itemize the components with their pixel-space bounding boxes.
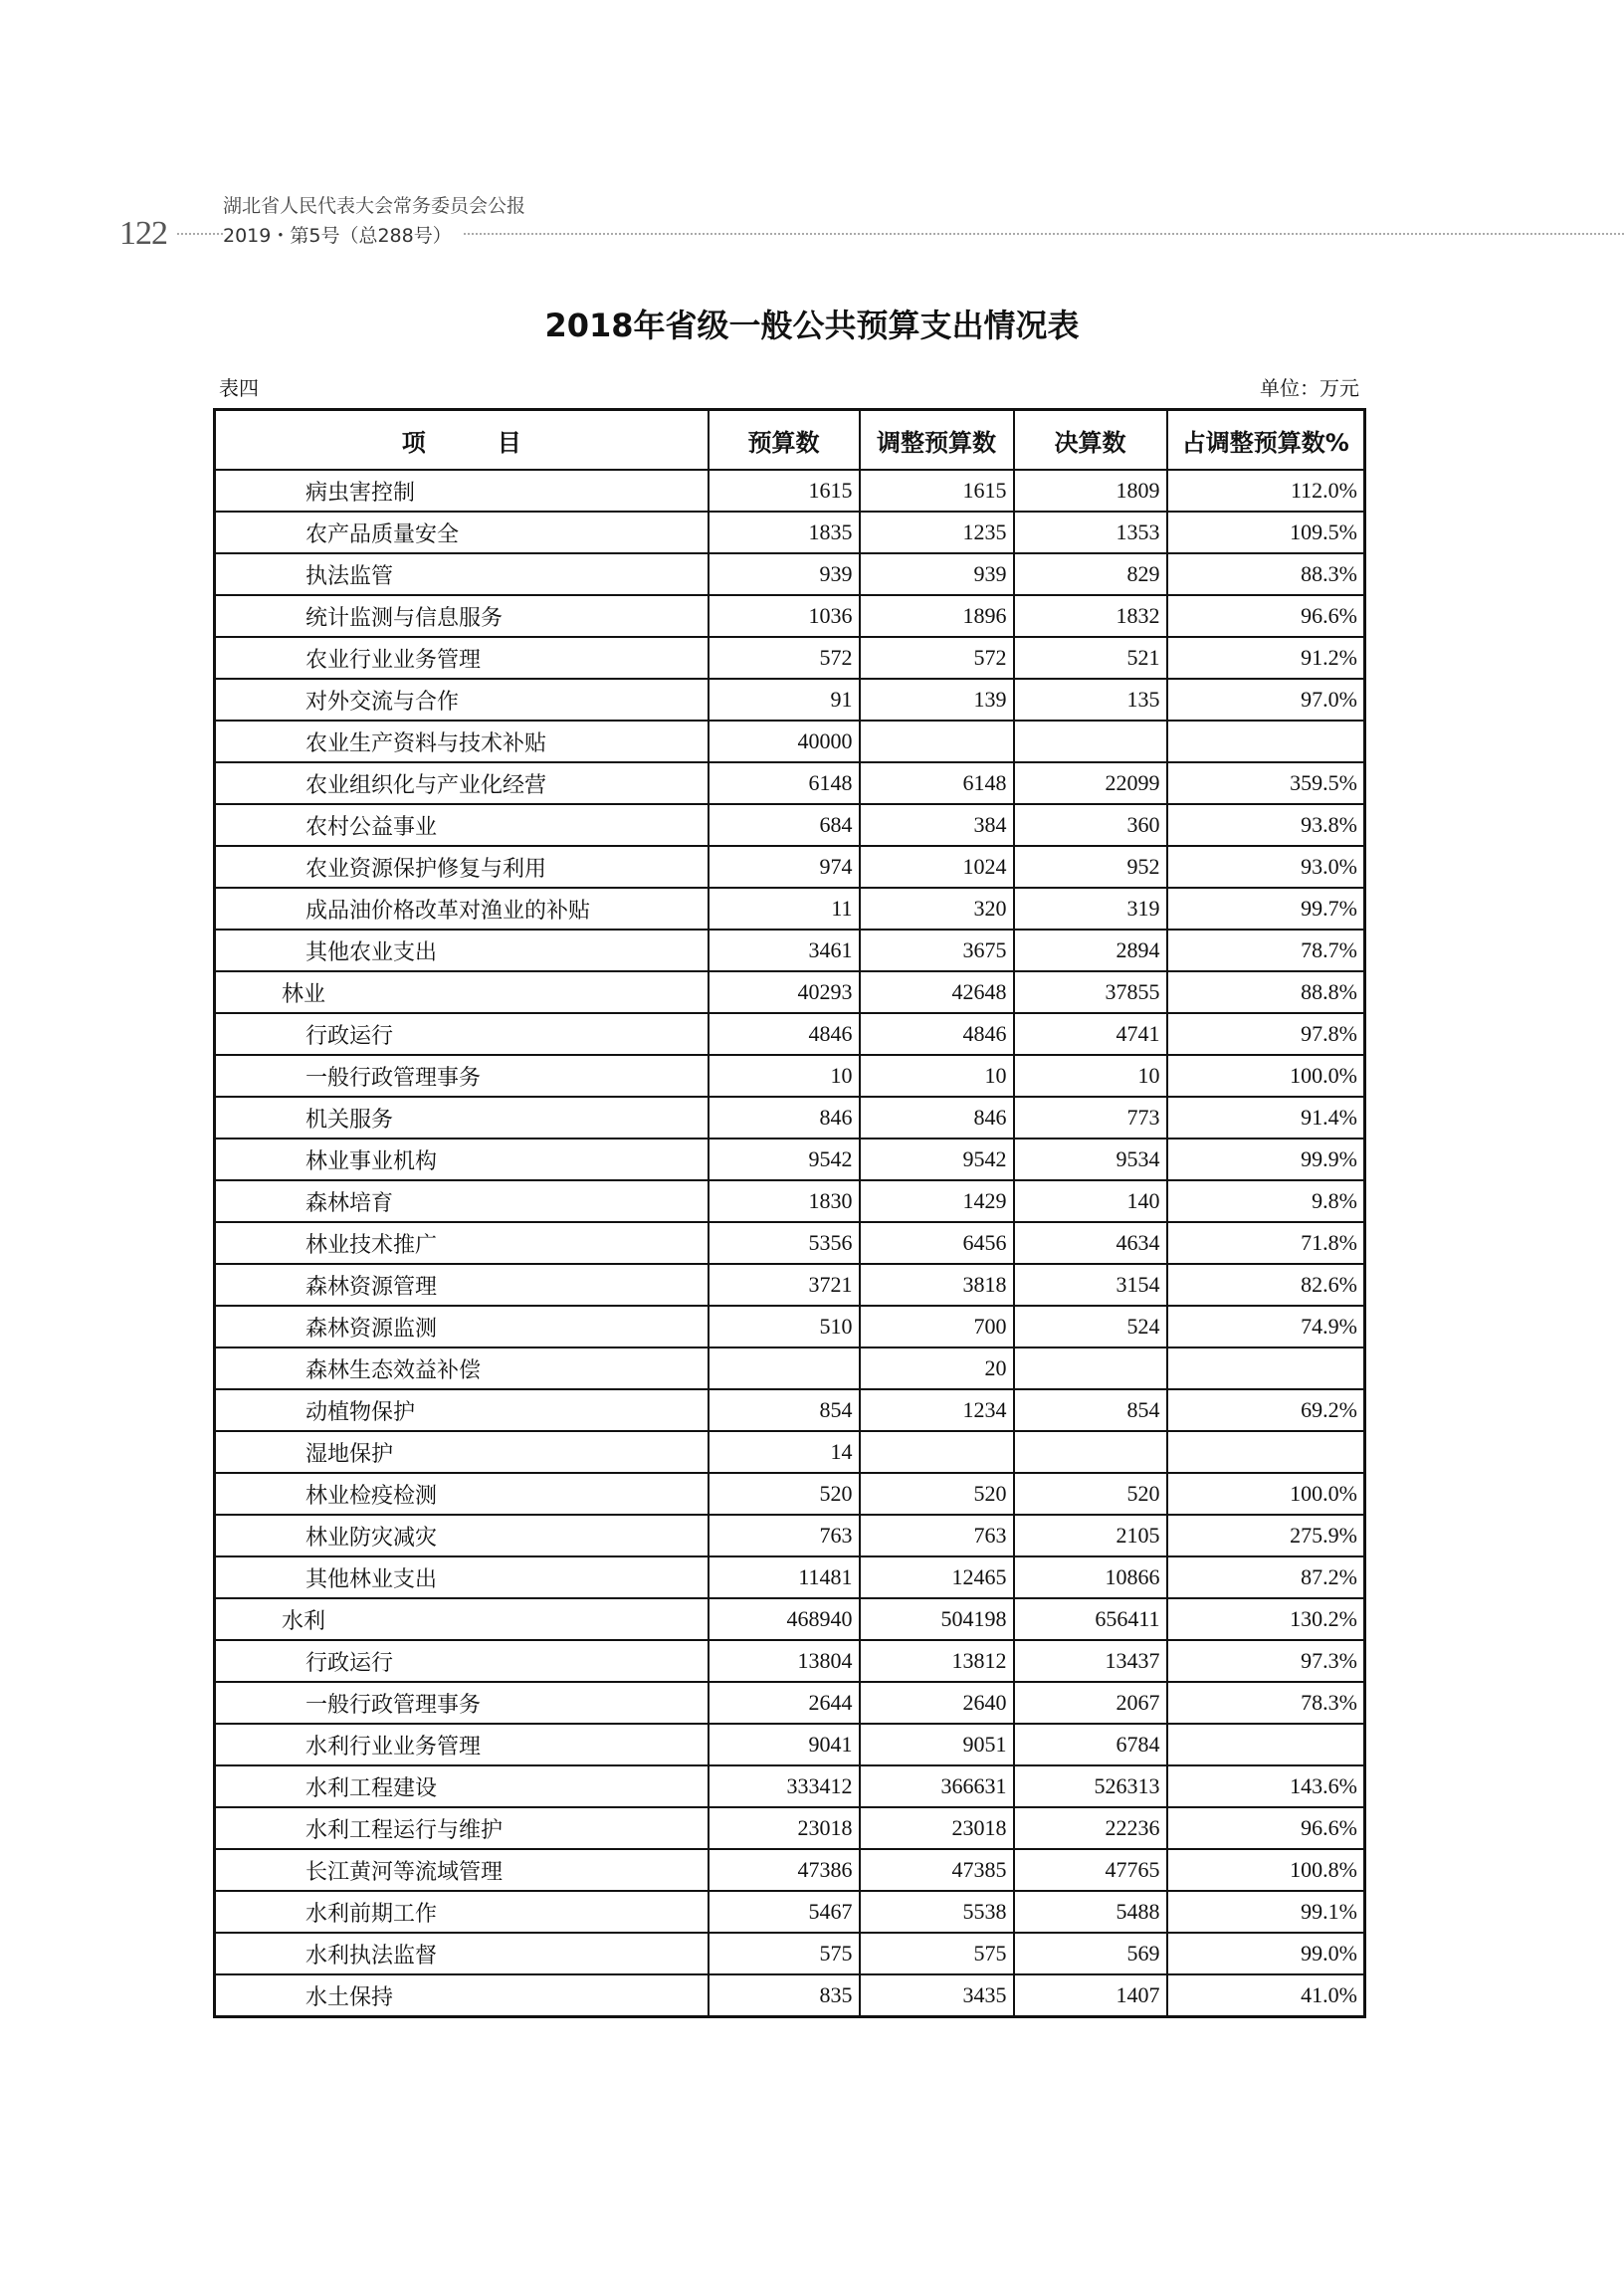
adjusted-cell: 1235 bbox=[860, 512, 1014, 553]
adjusted-cell: 1896 bbox=[860, 595, 1014, 637]
page-title: 2018年省级一般公共预算支出情况表 bbox=[544, 307, 1080, 344]
final-cell: 9534 bbox=[1014, 1139, 1167, 1180]
adjusted-cell: 1024 bbox=[860, 846, 1014, 888]
adjusted-cell: 13812 bbox=[860, 1640, 1014, 1682]
percent-cell: 100.0% bbox=[1167, 1055, 1365, 1097]
table-row bbox=[215, 846, 1365, 888]
percent-cell: 97.0% bbox=[1167, 679, 1365, 721]
percent-cell: 99.7% bbox=[1167, 888, 1365, 930]
item-cell: 机关服务 bbox=[215, 1097, 709, 1139]
percent-cell: 143.6% bbox=[1167, 1765, 1365, 1807]
final-cell: 22099 bbox=[1014, 762, 1167, 804]
table-row bbox=[215, 1807, 1365, 1849]
item-cell: 其他农业支出 bbox=[215, 930, 709, 971]
table-row bbox=[215, 1515, 1365, 1556]
table-row bbox=[215, 1640, 1365, 1682]
adjusted-cell: 939 bbox=[860, 553, 1014, 595]
percent-cell: 9.8% bbox=[1167, 1180, 1365, 1222]
final-cell: 13437 bbox=[1014, 1640, 1167, 1682]
column-header-percent: 占调整预算数% bbox=[1167, 410, 1365, 471]
table-row bbox=[215, 888, 1365, 930]
budget-cell: 5356 bbox=[709, 1222, 860, 1264]
item-cell: 一般行政管理事务 bbox=[215, 1055, 709, 1097]
final-cell: 140 bbox=[1014, 1180, 1167, 1222]
final-cell: 1832 bbox=[1014, 595, 1167, 637]
final-cell: 22236 bbox=[1014, 1807, 1167, 1849]
table-header-row bbox=[215, 410, 1365, 471]
table-row bbox=[215, 1389, 1365, 1431]
budget-cell: 835 bbox=[709, 1974, 860, 2017]
adjusted-cell: 5538 bbox=[860, 1891, 1014, 1933]
item-cell: 森林资源管理 bbox=[215, 1264, 709, 1306]
final-cell: 2067 bbox=[1014, 1682, 1167, 1724]
budget-cell: 9542 bbox=[709, 1139, 860, 1180]
budget-cell: 6148 bbox=[709, 762, 860, 804]
percent-cell: 78.3% bbox=[1167, 1682, 1365, 1724]
adjusted-cell: 20 bbox=[860, 1347, 1014, 1389]
budget-cell: 5467 bbox=[709, 1891, 860, 1933]
item-cell: 其他林业支出 bbox=[215, 1556, 709, 1598]
item-cell: 水利执法监督 bbox=[215, 1933, 709, 1974]
item-cell: 长江黄河等流域管理 bbox=[215, 1849, 709, 1891]
item-cell: 水利行业业务管理 bbox=[215, 1724, 709, 1765]
percent-cell: 74.9% bbox=[1167, 1306, 1365, 1347]
percent-cell: 88.3% bbox=[1167, 553, 1365, 595]
final-cell: 360 bbox=[1014, 804, 1167, 846]
item-cell: 湿地保护 bbox=[215, 1431, 709, 1473]
page-header bbox=[119, 185, 1624, 255]
table-body bbox=[215, 470, 1365, 2017]
percent-cell: 91.4% bbox=[1167, 1097, 1365, 1139]
table-row bbox=[215, 1306, 1365, 1347]
column-header-item: 项 目 bbox=[215, 410, 709, 471]
adjusted-cell: 6148 bbox=[860, 762, 1014, 804]
final-cell: 1809 bbox=[1014, 470, 1167, 512]
table-row bbox=[215, 1222, 1365, 1264]
table-row bbox=[215, 1933, 1365, 1974]
percent-cell: 100.0% bbox=[1167, 1473, 1365, 1515]
item-cell: 病虫害控制 bbox=[215, 470, 709, 512]
adjusted-cell: 320 bbox=[860, 888, 1014, 930]
table-row bbox=[215, 1264, 1365, 1306]
final-cell: 520 bbox=[1014, 1473, 1167, 1515]
item-cell: 农业资源保护修复与利用 bbox=[215, 846, 709, 888]
table-row bbox=[215, 637, 1365, 679]
adjusted-cell: 6456 bbox=[860, 1222, 1014, 1264]
table-row bbox=[215, 1431, 1365, 1473]
adjusted-cell: 366631 bbox=[860, 1765, 1014, 1807]
table-row bbox=[215, 804, 1365, 846]
percent-cell bbox=[1167, 1347, 1365, 1389]
percent-cell: 97.8% bbox=[1167, 1013, 1365, 1055]
final-cell: 1407 bbox=[1014, 1974, 1167, 2017]
item-cell: 执法监管 bbox=[215, 553, 709, 595]
budget-cell bbox=[709, 1347, 860, 1389]
table-row bbox=[215, 1556, 1365, 1598]
budget-cell: 13804 bbox=[709, 1640, 860, 1682]
adjusted-cell: 9542 bbox=[860, 1139, 1014, 1180]
adjusted-cell: 700 bbox=[860, 1306, 1014, 1347]
table-row bbox=[215, 1974, 1365, 2017]
budget-cell: 40000 bbox=[709, 721, 860, 762]
item-cell: 动植物保护 bbox=[215, 1389, 709, 1431]
table-row bbox=[215, 1891, 1365, 1933]
table-row bbox=[215, 1849, 1365, 1891]
item-cell: 行政运行 bbox=[215, 1013, 709, 1055]
adjusted-cell: 42648 bbox=[860, 971, 1014, 1013]
table-row bbox=[215, 1682, 1365, 1724]
item-cell: 林业 bbox=[215, 971, 709, 1013]
final-cell: 524 bbox=[1014, 1306, 1167, 1347]
percent-cell: 275.9% bbox=[1167, 1515, 1365, 1556]
table-row bbox=[215, 1180, 1365, 1222]
table-row bbox=[215, 1765, 1365, 1807]
final-cell: 521 bbox=[1014, 637, 1167, 679]
adjusted-cell bbox=[860, 721, 1014, 762]
issue-number: 2019・第5号（总288号） bbox=[223, 221, 462, 248]
adjusted-cell: 384 bbox=[860, 804, 1014, 846]
table-row bbox=[215, 1055, 1365, 1097]
percent-cell: 96.6% bbox=[1167, 1807, 1365, 1849]
item-cell: 林业事业机构 bbox=[215, 1139, 709, 1180]
budget-cell: 9041 bbox=[709, 1724, 860, 1765]
percent-cell bbox=[1167, 1431, 1365, 1473]
percent-cell: 359.5% bbox=[1167, 762, 1365, 804]
budget-cell: 333412 bbox=[709, 1765, 860, 1807]
table-row bbox=[215, 1013, 1365, 1055]
final-cell: 952 bbox=[1014, 846, 1167, 888]
table-row bbox=[215, 553, 1365, 595]
percent-cell: 71.8% bbox=[1167, 1222, 1365, 1264]
table-row bbox=[215, 762, 1365, 804]
budget-cell: 11481 bbox=[709, 1556, 860, 1598]
budget-cell: 23018 bbox=[709, 1807, 860, 1849]
percent-cell: 91.2% bbox=[1167, 637, 1365, 679]
adjusted-cell: 1234 bbox=[860, 1389, 1014, 1431]
item-cell: 水利 bbox=[215, 1598, 709, 1640]
table-row bbox=[215, 971, 1365, 1013]
adjusted-cell: 9051 bbox=[860, 1724, 1014, 1765]
item-cell: 一般行政管理事务 bbox=[215, 1682, 709, 1724]
adjusted-cell: 139 bbox=[860, 679, 1014, 721]
budget-cell: 3721 bbox=[709, 1264, 860, 1306]
item-cell: 农业组织化与产业化经营 bbox=[215, 762, 709, 804]
budget-cell: 40293 bbox=[709, 971, 860, 1013]
table-row bbox=[215, 1139, 1365, 1180]
item-cell: 森林培育 bbox=[215, 1180, 709, 1222]
table-row bbox=[215, 512, 1365, 553]
adjusted-cell: 3675 bbox=[860, 930, 1014, 971]
table-number: 表四 bbox=[219, 376, 259, 400]
percent-cell: 88.8% bbox=[1167, 971, 1365, 1013]
column-header-final: 决算数 bbox=[1014, 410, 1167, 471]
final-cell: 4634 bbox=[1014, 1222, 1167, 1264]
item-cell: 统计监测与信息服务 bbox=[215, 595, 709, 637]
budget-cell: 1036 bbox=[709, 595, 860, 637]
unit-label: 单位：万元 bbox=[1260, 376, 1359, 400]
budget-cell: 1835 bbox=[709, 512, 860, 553]
final-cell: 319 bbox=[1014, 888, 1167, 930]
adjusted-cell: 2640 bbox=[860, 1682, 1014, 1724]
final-cell: 5488 bbox=[1014, 1891, 1167, 1933]
percent-cell: 78.7% bbox=[1167, 930, 1365, 971]
percent-cell: 69.2% bbox=[1167, 1389, 1365, 1431]
budget-cell: 91 bbox=[709, 679, 860, 721]
table-row bbox=[215, 595, 1365, 637]
budget-cell: 684 bbox=[709, 804, 860, 846]
item-cell: 行政运行 bbox=[215, 1640, 709, 1682]
budget-cell: 846 bbox=[709, 1097, 860, 1139]
percent-cell: 97.3% bbox=[1167, 1640, 1365, 1682]
budget-cell: 854 bbox=[709, 1389, 860, 1431]
table-row bbox=[215, 1347, 1365, 1389]
table-row bbox=[215, 470, 1365, 512]
item-cell: 森林生态效益补偿 bbox=[215, 1347, 709, 1389]
adjusted-cell: 3435 bbox=[860, 1974, 1014, 2017]
item-cell: 林业技术推广 bbox=[215, 1222, 709, 1264]
budget-cell: 1830 bbox=[709, 1180, 860, 1222]
final-cell: 135 bbox=[1014, 679, 1167, 721]
budget-cell: 939 bbox=[709, 553, 860, 595]
final-cell: 854 bbox=[1014, 1389, 1167, 1431]
percent-cell: 99.9% bbox=[1167, 1139, 1365, 1180]
percent-cell: 96.6% bbox=[1167, 595, 1365, 637]
table-row bbox=[215, 679, 1365, 721]
adjusted-cell: 763 bbox=[860, 1515, 1014, 1556]
budget-cell: 520 bbox=[709, 1473, 860, 1515]
item-cell: 水利工程运行与维护 bbox=[215, 1807, 709, 1849]
adjusted-cell: 4846 bbox=[860, 1013, 1014, 1055]
percent-cell: 41.0% bbox=[1167, 1974, 1365, 2017]
budget-cell: 974 bbox=[709, 846, 860, 888]
budget-cell: 10 bbox=[709, 1055, 860, 1097]
item-cell: 林业检疫检测 bbox=[215, 1473, 709, 1515]
budget-table bbox=[213, 408, 1366, 2018]
budget-cell: 1615 bbox=[709, 470, 860, 512]
adjusted-cell: 846 bbox=[860, 1097, 1014, 1139]
table-row bbox=[215, 721, 1365, 762]
percent-cell: 99.0% bbox=[1167, 1933, 1365, 1974]
budget-cell: 3461 bbox=[709, 930, 860, 971]
final-cell: 10866 bbox=[1014, 1556, 1167, 1598]
item-cell: 农产品质量安全 bbox=[215, 512, 709, 553]
percent-cell: 112.0% bbox=[1167, 470, 1365, 512]
budget-cell: 468940 bbox=[709, 1598, 860, 1640]
final-cell: 2105 bbox=[1014, 1515, 1167, 1556]
final-cell bbox=[1014, 1347, 1167, 1389]
budget-cell: 11 bbox=[709, 888, 860, 930]
adjusted-cell bbox=[860, 1431, 1014, 1473]
final-cell: 6784 bbox=[1014, 1724, 1167, 1765]
adjusted-cell: 47385 bbox=[860, 1849, 1014, 1891]
adjusted-cell: 504198 bbox=[860, 1598, 1014, 1640]
final-cell: 10 bbox=[1014, 1055, 1167, 1097]
percent-cell bbox=[1167, 721, 1365, 762]
final-cell bbox=[1014, 721, 1167, 762]
item-cell: 农业行业业务管理 bbox=[215, 637, 709, 679]
adjusted-cell: 23018 bbox=[860, 1807, 1014, 1849]
budget-cell: 2644 bbox=[709, 1682, 860, 1724]
final-cell: 37855 bbox=[1014, 971, 1167, 1013]
item-cell: 森林资源监测 bbox=[215, 1306, 709, 1347]
percent-cell bbox=[1167, 1724, 1365, 1765]
final-cell: 3154 bbox=[1014, 1264, 1167, 1306]
adjusted-cell: 10 bbox=[860, 1055, 1014, 1097]
adjusted-cell: 1615 bbox=[860, 470, 1014, 512]
adjusted-cell: 3818 bbox=[860, 1264, 1014, 1306]
table-row bbox=[215, 1097, 1365, 1139]
percent-cell: 87.2% bbox=[1167, 1556, 1365, 1598]
percent-cell: 100.8% bbox=[1167, 1849, 1365, 1891]
budget-cell: 4846 bbox=[709, 1013, 860, 1055]
percent-cell: 82.6% bbox=[1167, 1264, 1365, 1306]
percent-cell: 93.8% bbox=[1167, 804, 1365, 846]
item-cell: 水利前期工作 bbox=[215, 1891, 709, 1933]
budget-cell: 575 bbox=[709, 1933, 860, 1974]
final-cell: 4741 bbox=[1014, 1013, 1167, 1055]
table-row bbox=[215, 1473, 1365, 1515]
budget-cell: 47386 bbox=[709, 1849, 860, 1891]
table-row bbox=[215, 1598, 1365, 1640]
adjusted-cell: 575 bbox=[860, 1933, 1014, 1974]
budget-cell: 572 bbox=[709, 637, 860, 679]
percent-cell: 93.0% bbox=[1167, 846, 1365, 888]
item-cell: 农村公益事业 bbox=[215, 804, 709, 846]
adjusted-cell: 1429 bbox=[860, 1180, 1014, 1222]
page-number: 122 bbox=[119, 215, 167, 252]
column-header-adjusted: 调整预算数 bbox=[860, 410, 1014, 471]
item-cell: 成品油价格改革对渔业的补贴 bbox=[215, 888, 709, 930]
percent-cell: 130.2% bbox=[1167, 1598, 1365, 1640]
final-cell: 569 bbox=[1014, 1933, 1167, 1974]
final-cell: 2894 bbox=[1014, 930, 1167, 971]
final-cell: 1353 bbox=[1014, 512, 1167, 553]
adjusted-cell: 12465 bbox=[860, 1556, 1014, 1598]
item-cell: 林业防灾减灾 bbox=[215, 1515, 709, 1556]
column-header-budget: 预算数 bbox=[709, 410, 860, 471]
budget-cell: 763 bbox=[709, 1515, 860, 1556]
final-cell bbox=[1014, 1431, 1167, 1473]
percent-cell: 99.1% bbox=[1167, 1891, 1365, 1933]
final-cell: 829 bbox=[1014, 553, 1167, 595]
item-cell: 对外交流与合作 bbox=[215, 679, 709, 721]
budget-cell: 510 bbox=[709, 1306, 860, 1347]
final-cell: 526313 bbox=[1014, 1765, 1167, 1807]
adjusted-cell: 520 bbox=[860, 1473, 1014, 1515]
journal-name: 湖北省人民代表大会常务委员会公报 bbox=[223, 191, 531, 218]
item-cell: 农业生产资料与技术补贴 bbox=[215, 721, 709, 762]
budget-cell: 14 bbox=[709, 1431, 860, 1473]
final-cell: 47765 bbox=[1014, 1849, 1167, 1891]
final-cell: 656411 bbox=[1014, 1598, 1167, 1640]
table-row bbox=[215, 1724, 1365, 1765]
final-cell: 773 bbox=[1014, 1097, 1167, 1139]
item-cell: 水利工程建设 bbox=[215, 1765, 709, 1807]
adjusted-cell: 572 bbox=[860, 637, 1014, 679]
table-row bbox=[215, 930, 1365, 971]
percent-cell: 109.5% bbox=[1167, 512, 1365, 553]
item-cell: 水土保持 bbox=[215, 1974, 709, 2017]
